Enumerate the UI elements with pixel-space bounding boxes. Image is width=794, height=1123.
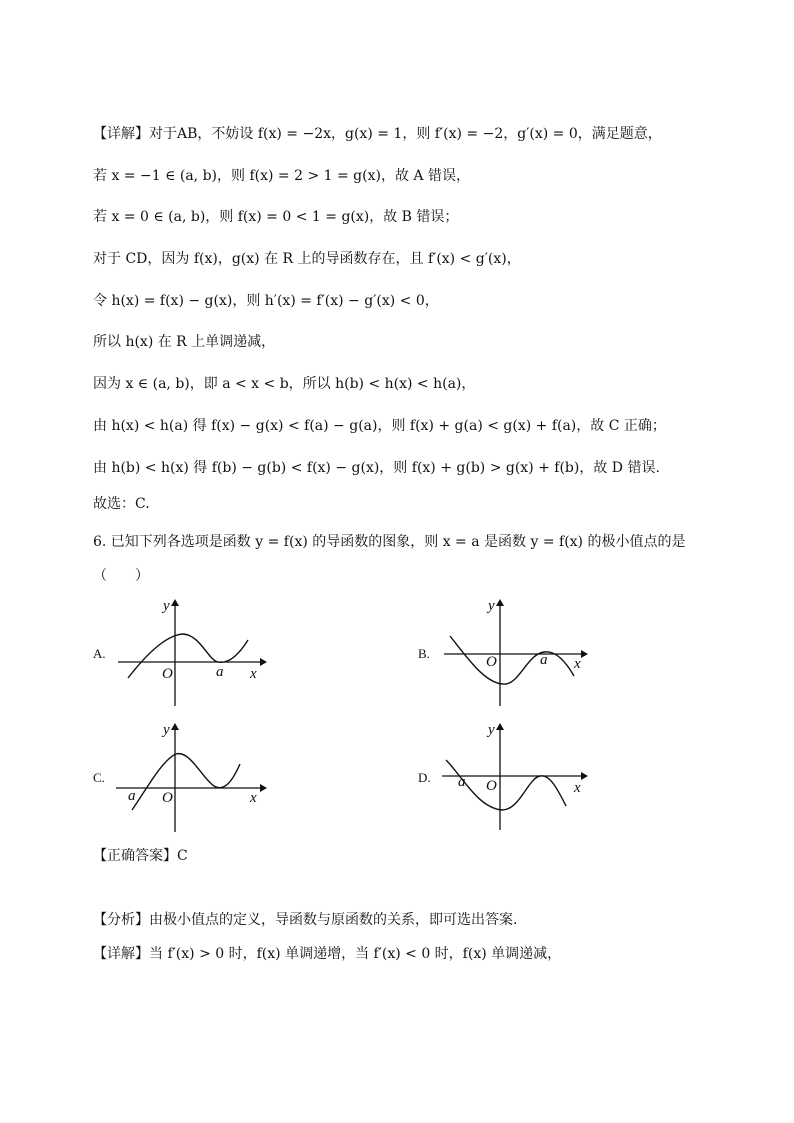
solution-line-2: 若 x = −1 ∈ (a, b)，则 f(x) = 2 > 1 = g(x)，故 A 错误， bbox=[93, 168, 470, 184]
option-c-x-label: x bbox=[250, 790, 257, 806]
solution-line-6: 所以 h(x) 在 R 上单调递减， bbox=[93, 334, 276, 350]
analysis-line: 【分析】由极小值点的定义，导函数与原函数的关系，即可选出答案. bbox=[93, 912, 518, 928]
option-d-y-label: y bbox=[488, 722, 495, 738]
option-d-x-label: x bbox=[574, 780, 581, 796]
option-d-a-label: a bbox=[458, 774, 466, 790]
option-a-a-label: a bbox=[216, 664, 224, 680]
option-b-y-label: y bbox=[488, 598, 495, 614]
option-d-origin-label: O bbox=[486, 778, 497, 794]
option-a-x-label: x bbox=[250, 666, 257, 682]
solution-line-1: 【详解】对于AB，不妨设 f(x) = −2x，g(x) = 1，则 f′(x) = −2，g′(x) = 0，满足题意， bbox=[93, 126, 662, 142]
option-c-graph bbox=[110, 720, 270, 832]
solution-line-7: 因为 x ∈ (a, b)，即 a < x < b，所以 h(b) < h(x) < h(a)， bbox=[93, 376, 476, 392]
answer-choice-line: 故选：C. bbox=[93, 496, 150, 512]
solution-line-8: 由 h(x) < h(a) 得 f(x) − g(x) < f(a) − g(a)，则 f(x) + g(a) < g(x) + f(a)，故 C 正确； bbox=[93, 418, 666, 434]
detail-line: 【详解】当 f′(x) > 0 时，f(x) 单调递增，当 f′(x) < 0 时，f(x) 单调递减， bbox=[93, 946, 562, 962]
option-b-origin-label: O bbox=[486, 654, 497, 670]
option-d-label: D. bbox=[418, 770, 431, 785]
option-b-label: B. bbox=[418, 646, 430, 661]
solution-line-9: 由 h(b) < h(x) 得 f(b) − g(b) < f(x) − g(x)，则 f(x) + g(b) > g(x) + f(b)，故 D 错误. bbox=[93, 460, 660, 476]
correct-answer-line: 【正确答案】C bbox=[93, 848, 188, 864]
option-c-a-label: a bbox=[128, 788, 136, 804]
option-c-y-label: y bbox=[163, 722, 170, 738]
solution-line-4: 对于 CD，因为 f(x)，g(x) 在 R 上的导函数存在，且 f′(x) < g′(x)， bbox=[93, 251, 521, 267]
option-b-a-label: a bbox=[540, 652, 548, 668]
option-a-y-label: y bbox=[163, 598, 170, 614]
option-c-label: C. bbox=[93, 770, 105, 785]
option-a-origin-label: O bbox=[162, 666, 173, 682]
solution-line-3: 若 x = 0 ∈ (a, b)，则 f(x) = 0 < 1 = g(x)，故 B 错误； bbox=[93, 209, 459, 225]
option-d-graph bbox=[436, 720, 596, 832]
option-a-label: A. bbox=[93, 646, 106, 661]
question-6-blank: （ ） bbox=[93, 568, 149, 584]
option-b-x-label: x bbox=[574, 656, 581, 672]
question-6-stem: 6. 已知下列各选项是函数 y = f(x) 的导函数的图象，则 x = a 是函数 y = f(x) 的极小值点的是 bbox=[93, 534, 686, 550]
option-a-graph bbox=[110, 596, 270, 708]
option-b-graph bbox=[436, 596, 596, 708]
solution-line-5: 令 h(x) = f(x) − g(x)，则 h′(x) = f′(x) − g′(x) < 0， bbox=[93, 293, 439, 309]
option-c-origin-label: O bbox=[162, 790, 173, 806]
